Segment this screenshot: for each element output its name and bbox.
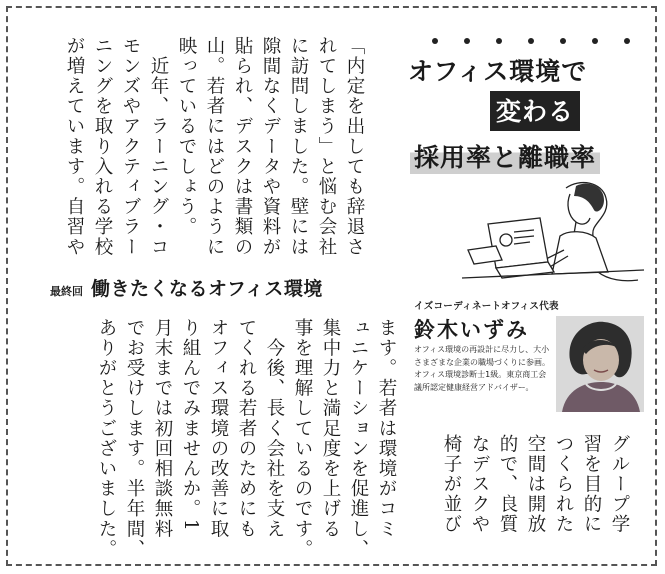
author-organization: イズコーディネートオフィス代表 [414, 301, 559, 312]
title-dots [432, 38, 630, 44]
title-line-3: 採用率と離職率 [410, 138, 600, 174]
body-text-bottom: ます。若者は環境がコミ ュニケーションを促進し、 集中力と満足度を上げる 事を理解しているのです。 今後、長く会社を支え てくれる若者のためにも オフィス環境の改善に取 り組んでみませんか。1 月末までは初回相談無料 でお受けします。半年間、 ありがとうございました。 [96, 318, 397, 560]
author-photo [556, 316, 644, 412]
author-bio: オフィス環境の再設計に尽力し、大小さまざまな企業の職場づくりに参画。オフィス環境診断士1級。東京商工会議所認定健康経営アドバイザー。 [414, 345, 550, 392]
title-line-1: オフィス環境で [408, 57, 588, 86]
series-tag: 最終回 [50, 285, 83, 298]
body-text-top: 「内定を出しても辞退さ れてしまう」と悩む会社 に訪問しました。壁には 隙間なくデータや資料が 貼られ、デスクは書類の 山。若者にはどのように 映っているでしょう。 近年、ラーニング・コ モンズやアクティブラー ニングを取り入れる学校 が増えています。自習や [64, 36, 365, 258]
article-heading [50, 274, 323, 301]
author-name: 鈴木いずみ [414, 317, 529, 342]
body-text-right: グループ学 習を目的に つくられた 空間は開放 的で、良質 なデスクや 椅子が並び [441, 434, 630, 535]
title-block [388, 36, 650, 186]
woman-laptop-illustration [448, 180, 648, 298]
title-line-2: 変わる [490, 91, 580, 131]
article-title: 働きたくなるオフィス環境 [91, 278, 323, 300]
